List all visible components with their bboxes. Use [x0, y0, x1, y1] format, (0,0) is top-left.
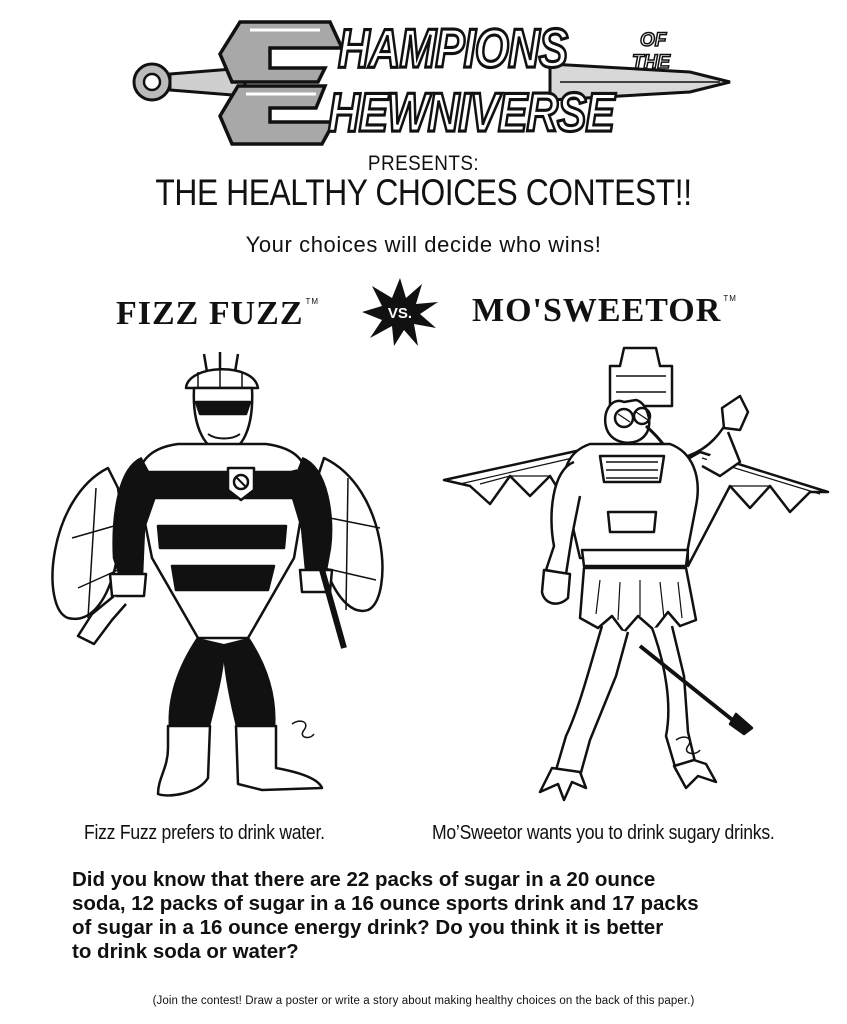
mosweetor-villain-illustration: [440, 336, 832, 822]
facts-line-1: Did you know that there are 22 packs of sugar in a 20 ounce: [72, 868, 656, 891]
double-c-emblem-icon: [220, 22, 342, 144]
left-hero-name: [116, 295, 319, 333]
contest-title: THE HEALTHY CHOICES CONTEST!!: [155, 172, 692, 213]
facts-line-2: soda, 12 packs of sugar in a 16 ounce sports drink and 17 packs: [72, 892, 699, 915]
left-caption: Fizz Fuzz prefers to drink water.: [84, 822, 325, 844]
logo-of: OF: [640, 30, 667, 51]
vs-label: VS.: [387, 305, 413, 322]
right-caption: Mo’Sweetor wants you to drink sugary drinks.: [432, 822, 775, 844]
presents-label: PRESENTS:: [367, 152, 480, 175]
facts-line-3: of sugar in a 16 ounce energy drink? Do you think it is better: [72, 916, 664, 939]
logo-line-1: HAMPIONS: [338, 18, 568, 80]
left-trademark: TM: [305, 297, 320, 306]
right-hero-name: [472, 292, 737, 330]
sugar-facts: [72, 868, 792, 964]
right-hero-name-text: MO'SWEETOR: [472, 292, 722, 329]
logo: [120, 8, 740, 148]
tagline: Your choices will decide who wins!: [245, 232, 602, 257]
logo-the: THE: [632, 52, 670, 73]
left-hero-name-text: FIZZ FUZZ: [116, 295, 304, 332]
vs-starburst-icon: [360, 276, 440, 348]
fizz-fuzz-hero-illustration: [48, 348, 388, 818]
right-trademark: TM: [723, 294, 737, 303]
facts-line-4: to drink soda or water?: [72, 940, 299, 963]
logo-line-2: HEWNIVERSE: [328, 82, 614, 144]
contest-footnote: (Join the contest! Draw a poster or write a story about making healthy choices on the back of this paper.): [152, 995, 695, 1007]
